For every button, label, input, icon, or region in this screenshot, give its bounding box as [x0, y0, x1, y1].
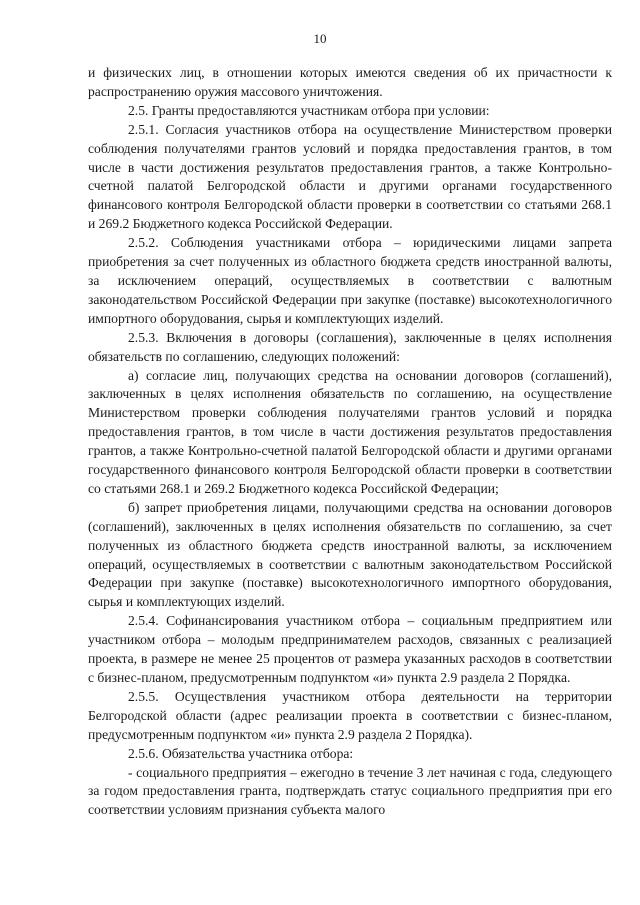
- paragraph-2-5: 2.5. Гранты предоставляются участникам отбора при условии:: [128, 102, 490, 118]
- paragraph-continuation: и физических лиц, в отношении которых имеются сведения об их причастности к распространению оружия массового уничтожения.: [88, 65, 612, 99]
- paragraph-2-5-3-b: б) запрет приобретения лицами, получающими средства на основании договоров (соглашений), заключенных в целях исполнения обязательств по соглашению, за счет полученных из областного бюджета средств иностранной валюты, за исключением операций, осуществляемых в соответствии с валютным законодательством Российской Федерации при закупке (поставке) высокотехнологичного импортного оборудования, сырья и комплектующих изделий.: [88, 499, 612, 610]
- paragraph-2-5-1: 2.5.1. Согласия участников отбора на осуществление Министерством проверки соблюдения получателями грантов условий и порядка предоставления грантов, в том числе в части достижения результатов предоставления грантов, а также Контрольно-счетной палатой Белгородской области и другими органами государственного финансового контроля Белгородской области проверки в соответствии со статьями 268.1 и 269.2 Бюджетного кодекса Российской Федерации.: [88, 121, 612, 232]
- paragraph-2-5-4: 2.5.4. Софинансирования участником отбора – социальным предприятием или участником отбора – молодым предпринимателем расходов, связанных с реализацией проекта, в размере не менее 25 процентов от размера указанных расходов в соответствии с бизнес-планом, предусмотренным подпунктом «и» пункта 2.9 раздела 2 Порядка.: [88, 613, 612, 685]
- document-body: [88, 64, 612, 820]
- paragraph-2-5-3: 2.5.3. Включения в договоры (соглашения), заключенные в целях исполнения обязательств по соглашению, следующих положений:: [88, 329, 612, 364]
- paragraph-2-5-5: 2.5.5. Осуществления участником отбора деятельности на территории Белгородской области (адрес реализации проекта в соответствии с бизнес-планом, предусмотренным подпунктом «и» пункта 2.9 раздела 2 Порядка).: [88, 688, 612, 742]
- paragraph-2-5-6-item: - социального предприятия – ежегодно в течение 3 лет начиная с года, следующего за годом предоставления гранта, подтверждать статус социального предприятия при его соответствии условиям признания субъекта малого: [88, 764, 612, 818]
- paragraph-2-5-6: 2.5.6. Обязательства участника отбора:: [128, 745, 354, 761]
- page-number: 10: [313, 31, 327, 46]
- paragraph-2-5-3-a: а) согласие лиц, получающих средства на основании договоров (соглашений), заключенных в целях исполнения обязательств по соглашению, на осуществление Министерством проверки соблюдения получателями грантов условий и порядка предоставления грантов, в том числе в части достижения результатов предоставления грантов, а также Контрольно-счетной палатой Белгородской области и другими органами государственного финансового контроля Белгородской области проверки в соответствии со статьями 268.1 и 269.2 Бюджетного кодекса Российской Федерации;: [88, 367, 612, 496]
- paragraph-2-5-2: 2.5.2. Соблюдения участниками отбора – юридическими лицами запрета приобретения за счет полученных из областного бюджета средств иностранной валюты, за исключением операций, осуществляемых в соответствии с валютным законодательством Российской Федерации при закупке (поставке) высокотехнологичного импортного оборудования, сырья и комплектующих изделий.: [88, 235, 612, 326]
